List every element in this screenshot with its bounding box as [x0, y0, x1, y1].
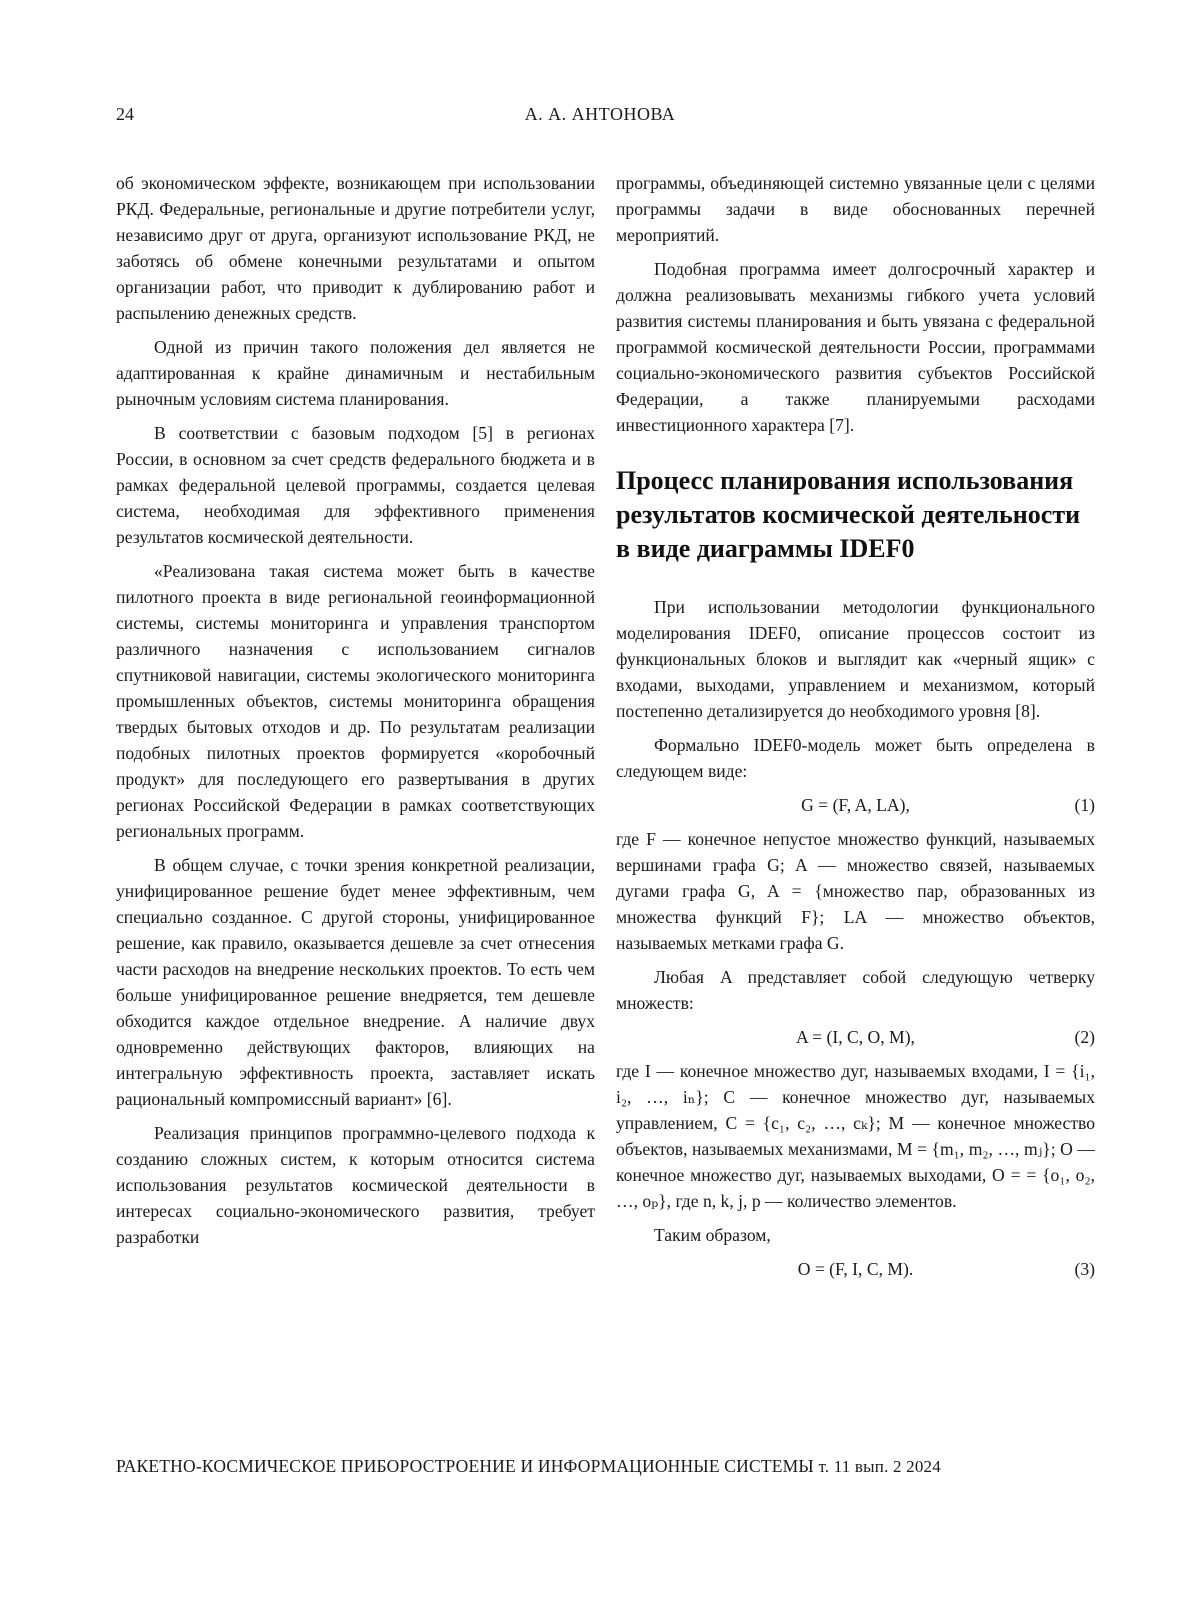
equation-number: (2): [1074, 1027, 1095, 1047]
paragraph: Подобная программа имеет долгосрочный характер и должна реализовывать механизмы гибкого учета условий развития системы планирования и быть увязана с федеральной программой космической деятельности России, программами социально-экономического развития субъектов Российской Федерации, а также планируемыми расходами инвестиционного характера [7].: [616, 259, 1095, 435]
paragraph: При использовании методологии функционального моделирования IDEF0, описание процессов состоит из функциональных блоков и выглядит как «черный ящик» с входами, выходами, управлением и механизмом, который постепенно детализируется до необходимого уровня [8].: [616, 597, 1095, 721]
paragraph: Любая A представляет собой следующую четверку множеств:: [616, 967, 1095, 1013]
left-column: [116, 170, 595, 1250]
paragraph: «Реализована такая система может быть в качестве пилотного проекта в виде региональной геоинформационной системы, системы мониторинга и управления транспортом различного назначения с использованием сигналов спутниковой навигации, системы экологического мониторинга промышленных объектов, системы мониторинга обращения твердых бытовых отходов и др. По результатам реализации подобных пилотных проектов формируется «коробочный продукт» для последующего его развертывания в других регионах Российской Федерации в рамках соответствующих региональных программ.: [116, 561, 595, 841]
paragraph: Формально IDEF0-модель может быть определена в следующем виде:: [616, 735, 1095, 781]
paragraph: где I — конечное множество дуг, называемых входами, I = {i₁, i₂, …, iₙ}; C — конечное множество дуг, называемых управлением, C = {c₁, c₂, …, cₖ}; M — конечное множество объектов, называемых механизмами, M = {m₁, m₂, …, mⱼ}; O — конечное множество дуг, называемых выходами, O = = {o₁, o₂, …, oₚ}, где n, k, j, p — количество элементов.: [616, 1061, 1095, 1211]
equation-body: G = (F, A, LA),: [801, 795, 910, 815]
paragraph: об экономическом эффекте, возникающем при использовании РКД. Федеральные, региональные и другие потребители услуг, независимо друг от друга, организуют использование РКД, не заботясь об обмене конечными результатами и опытом организации работ, что приводит к дублированию работ и распылению денежных средств.: [116, 173, 595, 323]
journal-issue: т. 11 вып. 2 2024: [818, 1457, 941, 1476]
running-title: А. А. АНТОНОВА: [524, 104, 676, 124]
paragraph: Реализация принципов программно-целевого подхода к созданию сложных систем, к которым относится система использования результатов космической деятельности в интересах социально-экономического развития, требует разработки: [116, 1123, 595, 1247]
page-number: 24: [116, 104, 134, 124]
paragraph: где F — конечное непустое множество функций, называемых вершинами графа G; A — множество связей, называемых дугами графа G, A = {множество пар, образованных из множества функций F}; LA — множество объектов, называемых метками графа G.: [616, 829, 1095, 953]
paragraph: В соответствии с базовым подходом [5] в регионах России, в основном за счет средств федерального бюджета и в рамках федеральной целевой программы, создается целевая система, необходимая для эффективного применения результатов космической деятельности.: [116, 423, 595, 547]
equation-3: [616, 1256, 1095, 1282]
paragraph: В общем случае, с точки зрения конкретной реализации, унифицированное решение будет менее эффективным, чем специально созданное. С другой стороны, унифицированное решение, как правило, оказывается дешевле за счет отнесения части расходов на внедрение нескольких проектов. То есть чем больше унифицированное решение внедряется, тем дешевле обходится каждое отдельное внедрение. А наличие двух одновременно действующих факторов, влияющих на интегральную эффективность проекта, заставляет искать рациональный компромиссный вариант» [6].: [116, 855, 595, 1109]
paragraph: Одной из причин такого положения дел является не адаптированная к крайне динамичным и нестабильным рыночным условиям система планирования.: [116, 337, 595, 409]
right-column: [616, 170, 1095, 1290]
equation-2: [616, 1024, 1095, 1050]
journal-title: РАКЕТНО-КОСМИЧЕСКОЕ ПРИБОРОСТРОЕНИЕ И ИНФОРМАЦИОННЫЕ СИСТЕМЫ: [116, 1456, 814, 1476]
paragraph: Таким образом,: [654, 1225, 771, 1245]
equation-1: [616, 792, 1095, 818]
section-title: Процесс планирования использования результатов космической деятельности в виде диаграммы IDEF0: [616, 466, 1081, 563]
equation-number: (3): [1074, 1259, 1095, 1279]
page-footer: [116, 1456, 1086, 1477]
equation-body: A = (I, C, O, M),: [796, 1027, 915, 1047]
paragraph: программы, объединяющей системно увязанные цели с целями программы задачи в виде обоснованных перечней мероприятий.: [616, 173, 1095, 245]
equation-body: O = (F, I, C, M).: [797, 1259, 914, 1279]
page-header: [0, 104, 1200, 130]
equation-number: (1): [1074, 795, 1095, 815]
